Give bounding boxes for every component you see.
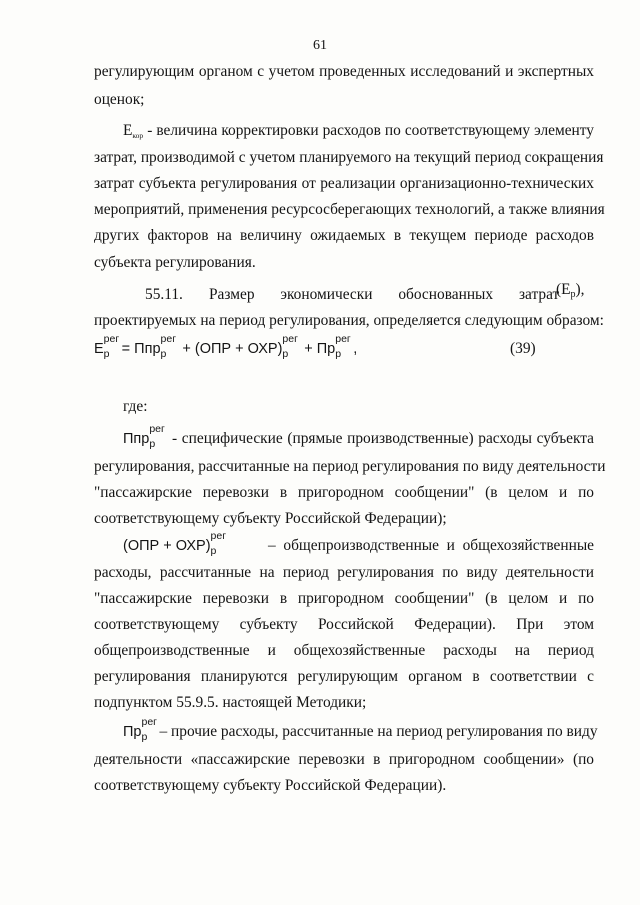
opr-definition-line-3: "пассажирские перевозки в пригородном сообщении" (в целом и по (94, 590, 594, 607)
page-number: 61 (313, 38, 327, 53)
intro-line-2: оценок; (94, 91, 145, 108)
opr-symbol: (ОПР + ОХР) рег р (123, 530, 227, 557)
pr-definition-line-2: деятельности «пассажирские перевозки в пригородном сообщении» (по (94, 751, 594, 768)
ppr-definition-line-3: "пассажирские перевозки в пригородном сообщении" (в целом и по (94, 484, 594, 501)
ppr-definition-line-2: регулирования, рассчитанные на период регулирования по виду деятельности (94, 458, 606, 475)
where-label: где: (123, 398, 148, 415)
opr-definition-line-6: регулирования планируются регулирующим органом в соответствии с (94, 668, 594, 685)
ekor-definition-line-2: затрат, производимой с учетом планируемого на текущий период сокращения (94, 149, 604, 166)
ekor-symbol: Eкор (123, 122, 144, 140)
ppr-definition-line-4: соответствующему субъекту Российской Федерации); (94, 510, 447, 527)
opr-definition-line-2: расходы, рассчитанные на период регулирования по виду деятельности (94, 564, 594, 581)
formula-39: E рег р = Ппр рег р + (ОПР + ОХР) рег р + Пр рег р , (94, 333, 358, 360)
clause-line-1: 55.11. Размер экономически обоснованных затрат (145, 286, 560, 303)
ep-symbol: $(E_р)$, (556, 281, 585, 300)
ekor-definition-line-1: Eкор - величина корректировки расходов по соответствующему элементу (123, 122, 594, 140)
pr-symbol: Пр рег р (123, 716, 158, 743)
opr-definition-line-4: соответствующему субъекту Российской Федерации). При этом (94, 616, 594, 633)
clause-line-2: проектируемых на период регулирования, определяется следующим образом: (94, 312, 604, 329)
opr-definition-line-1: – общепроизводственные и общехозяйственные (268, 537, 594, 554)
ekor-definition-line-4: мероприятий, применения ресурсосберегающих технологий, а также влияния (94, 201, 605, 218)
pr-definition-line-1: Пр рег р – прочие расходы, рассчитанные на период регулирования по виду (123, 716, 598, 743)
opr-definition-line-5: общепроизводственные и общехозяйственные расходы на период (94, 642, 594, 659)
ekor-definition-line-3: затрат субъекта регулирования от реализации организационно-технических (94, 175, 594, 192)
ekor-definition-line-6: субъекта регулирования. (94, 254, 256, 271)
opr-definition-line-7: подпунктом 55.9.5. настоящей Методики; (94, 694, 367, 711)
intro-line-1: регулирующим органом с учетом проведенных исследований и экспертных (94, 63, 594, 80)
formula-number: (39) (510, 340, 536, 357)
pr-definition-line-3: соответствующему субъекту Российской Федерации). (94, 777, 447, 794)
ppr-symbol: Ппр рег р (123, 423, 165, 450)
ppr-definition-line-1: Ппр рег р - специфические (прямые производственные) расходы субъекта (123, 423, 594, 450)
clause-number: 55.11. (145, 286, 183, 303)
ekor-definition-line-5: других факторов на величину ожидаемых в текущем периоде расходов (94, 227, 594, 244)
